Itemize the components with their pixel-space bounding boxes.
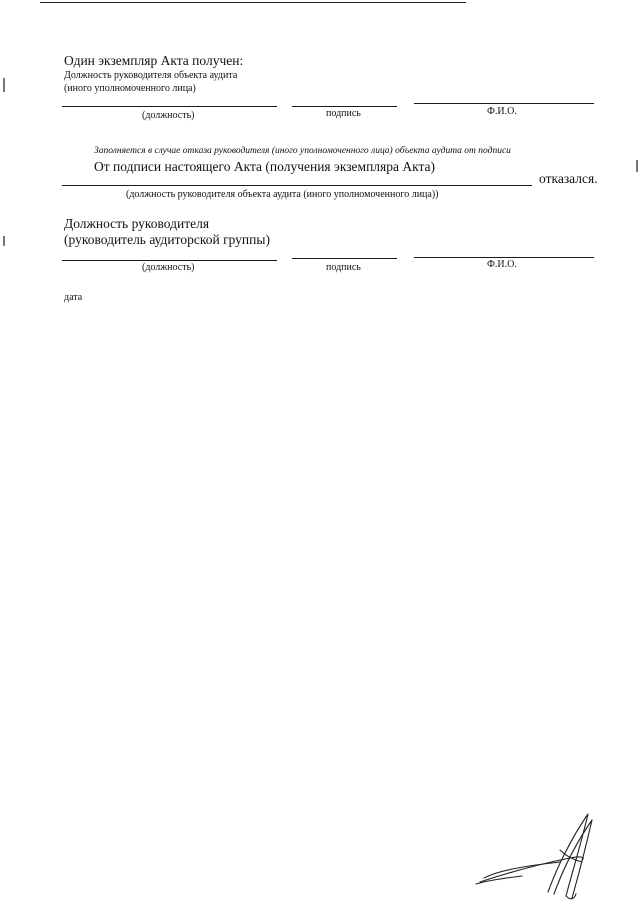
leader-name-line [414, 257, 594, 258]
refusal-statement: От подписи настоящего Акта (получения экземпляра Акта) [94, 159, 436, 174]
refusal-position-caption: (должность руководителя объекта аудита (иного уполномоченного лица)) [126, 189, 439, 200]
receiver-position-caption: (должность) [142, 110, 195, 121]
receiver-position-label: Должность руководителя объекта аудита [64, 70, 238, 81]
receiver-position-label-sub: (иного уполномоченного лица) [64, 83, 196, 94]
leader-signature-line [292, 258, 397, 259]
handwritten-signature [470, 800, 610, 910]
leader-position-caption: (должность) [142, 262, 195, 273]
top-border-line [40, 2, 466, 3]
receiver-name-line [414, 103, 594, 104]
refusal-note: Заполняется в случае отказа руководителя (иного уполномоченного лица) объекта аудита от подписи [94, 146, 511, 156]
refusal-position-line [62, 185, 532, 186]
scan-edge-mark [3, 78, 5, 92]
refused-text: отказался. [539, 171, 598, 186]
scan-edge-mark [636, 160, 638, 172]
leader-position-line [62, 260, 277, 261]
receiver-position-line [62, 106, 277, 107]
receiver-name-caption: Ф.И.О. [487, 106, 517, 117]
receiver-signature-line [292, 106, 397, 107]
leader-signature-caption: подпись [326, 262, 361, 273]
received-heading: Один экземпляр Акта получен: [64, 53, 244, 68]
receiver-signature-caption: подпись [326, 108, 361, 119]
date-label: дата [64, 292, 83, 303]
leader-position-label: Должность руководителя [64, 216, 210, 231]
leader-name-caption: Ф.И.О. [487, 259, 517, 270]
scan-edge-mark [3, 236, 5, 246]
leader-position-label-sub: (руководитель аудиторской группы) [64, 232, 270, 247]
